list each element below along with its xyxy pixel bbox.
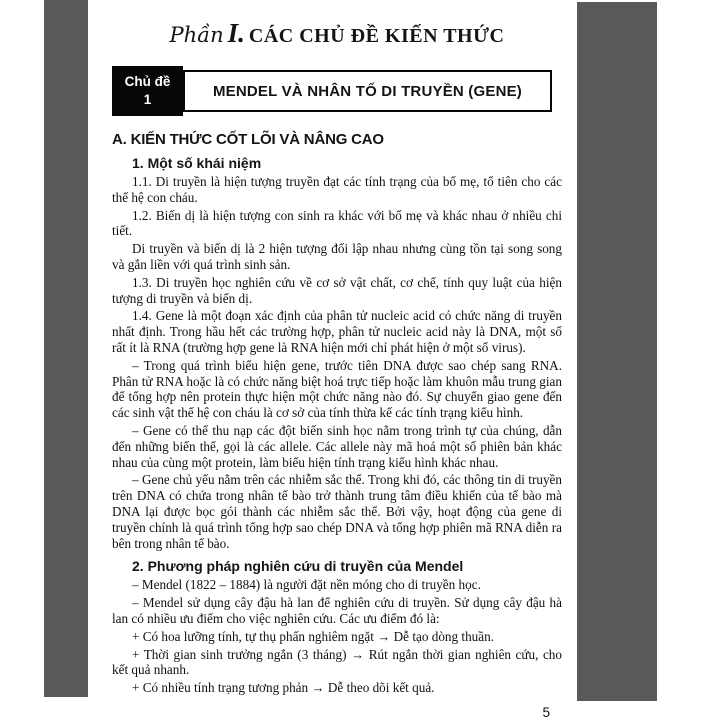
paragraph-mendel-pea: – Mendel sử dụng cây đậu hà lan để nghiên cứu di truyền. Sử dụng cây đậu hà lan có nhiều ưu điểm cho việc nghiên cứu. Các ưu điểm đó là: xyxy=(112,595,562,626)
topic-label-number: 1 xyxy=(143,92,152,107)
paragraph-gene-chromosome: – Gene chủ yếu nằm trên các nhiễm sắc thể. Trong khi đó, các thông tin di truyền trên DNA có chứa trong nhân tế bào trở thành trung tâm điều khiển của tế bào mà DNA lại được bọc gói thành các nhiễm sắc thể. Bởi vậy, hoạt động của gene di truyền chính là quá trình tổng hợp sao chép DNA và tổng hợp phiên mã RNA diễn ra bên trong nhân tế bào. xyxy=(112,472,562,551)
paragraph-advantage-1: + Có hoa lưỡng tính, tự thụ phấn nghiêm ngặt → Dễ tạo dòng thuần. xyxy=(132,628,495,644)
paragraph-1-1: 1.1. Di truyền là hiện tượng truyền đạt các tính trạng của bố mẹ, tổ tiên cho các thế hệ con cháu. xyxy=(112,174,562,205)
subsection-2-heading: 2. Phương pháp nghiên cứu di truyền của Mendel xyxy=(132,558,464,575)
paragraph-advantage-2: + Thời gian sinh trưởng ngắn (3 tháng) → Rút ngắn thời gian nghiên cứu, cho kết quả nhanh. xyxy=(112,646,562,678)
paragraph-1-4: 1.4. Gene là một đoạn xác định của phân tử nucleic acid có chức năng di truyền nhất định. Trong hầu hết các trường hợp, phân tử nucleic acid này là DNA, một số rất ít là RNA (trường hợp gene là RNA hiện mới chỉ phát hiện ở một số virus). xyxy=(112,308,562,355)
topic-title: MENDEL VÀ NHÂN TỐ DI TRUYỀN (GENE) xyxy=(183,70,552,112)
paragraph-1-3: 1.3. Di truyền học nghiên cứu về cơ sở vật chất, cơ chế, tính quy luật của hiện tượng di truyền và biến dị. xyxy=(112,274,562,306)
part-header xyxy=(112,18,562,49)
background-shadow-left xyxy=(44,0,88,697)
topic-label-text: Chủ đề xyxy=(124,74,171,90)
paragraph-di-truyen-bien-di: Di truyền và biến dị là 2 hiện tượng đối lập nhau nhưng cùng tồn tại song song và gắn liền với quá trình sinh sản. xyxy=(112,241,562,272)
paragraph-advantage-3: + Có nhiều tính trạng tương phản → Dễ theo dõi kết quả. xyxy=(132,680,435,696)
section-a-heading: A. KIẾN THỨC CỐT LÕI VÀ NÂNG CAO xyxy=(112,131,384,148)
page-number: 5 xyxy=(542,704,550,720)
book-page xyxy=(88,0,577,720)
part-numeral: I. xyxy=(227,18,245,48)
paragraph-gene-expression: – Trong quá trình biểu hiện gene, trước tiên DNA được sao chép sang RNA. Phân tử RNA hoặc là có chức năng biệt hoá trực tiếp hoặc làm khuôn mẫu trung gian để tổng hợp nên protein thực hiện một chức năng nào đó. Sự chuyển giao gene đến các sinh vật thế hệ con cháu là cơ sở của tính thừa kế các tính trạng kiểu hình. xyxy=(112,357,562,421)
page-content xyxy=(88,0,577,720)
background-shadow-right xyxy=(577,2,657,701)
paragraph-mendel-dates: – Mendel (1822 – 1884) là người đặt nền móng cho di truyền học. xyxy=(132,577,481,593)
paragraph-1-2: 1.2. Biến dị là hiện tượng con sinh ra khác với bố mẹ và khác nhau ở nhiều chi tiết. xyxy=(112,207,562,239)
topic-label xyxy=(112,66,183,116)
subsection-1-heading: 1. Một số khái niệm xyxy=(132,155,262,171)
paragraph-gene-allele: – Gene có thể thu nạp các đột biến sinh học nằm trong trình tự của chúng, dẫn đến những biến thể, gọi là các allele. Các allele này mã hoá một số phiên bản khác nhau của cùng một protein, làm biểu hiện tính trạng kiểu hình khác nhau. xyxy=(112,422,562,470)
part-word: Phần xyxy=(169,23,224,47)
topic-box xyxy=(112,66,552,116)
part-title: CÁC CHỦ ĐỀ KIẾN THỨC xyxy=(248,25,505,47)
